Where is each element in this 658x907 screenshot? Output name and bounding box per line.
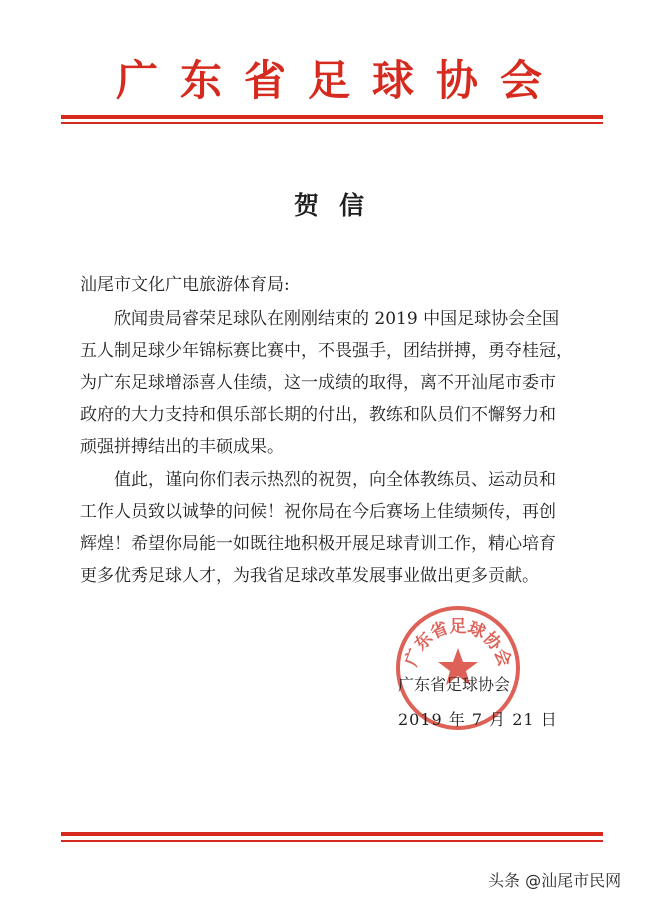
signature-org: 广东省足球协会 [398, 675, 511, 694]
letterhead-rule-thin [61, 122, 603, 124]
body-line: 为广东足球增添喜人佳绩，这一成绩的取得，离不开汕尾市委市 [80, 373, 556, 393]
watermark [488, 868, 621, 891]
watermark-prefix: 头条 [488, 871, 521, 890]
letterhead-rule-thick [61, 115, 603, 119]
body-line: 五人制足球少年锦标赛比赛中，不畏强手，团结拼搏，勇夺桂冠， [80, 341, 573, 361]
body-line: 工作人员致以诚挚的问候！祝你局在今后赛场上佳绩频传，再创 [80, 502, 556, 522]
watermark-handle: @汕尾市民网 [525, 871, 622, 890]
letter-body-paragraph-1 [80, 303, 600, 463]
footer-rule-thin [61, 840, 603, 842]
svg-text:广东省足球协会: 广东省足球协会 [401, 617, 515, 670]
body-line: 顽强拼搏结出的丰硕成果。 [80, 437, 284, 457]
footer-rule-thick [61, 832, 603, 836]
body-line: 辉煌！希望你局能一如既往地积极开展足球青训工作，精心培育 [80, 534, 556, 554]
letter-title: 贺信 [293, 191, 384, 220]
body-line: 欣闻贵局睿荣足球队在刚刚结束的 2019 中国足球协会全国 [114, 309, 560, 329]
body-line: 更多优秀足球人才，为我省足球改革发展事业做出更多贡献。 [80, 566, 539, 586]
letterhead-title: 广东省足球协会 [115, 56, 564, 105]
letter-body-paragraph-2 [80, 464, 600, 592]
body-line: 值此，谨向你们表示热烈的祝贺，向全体教练员、运动员和 [114, 470, 556, 490]
body-line: 政府的大力支持和俱乐部长期的付出，教练和队员们不懈努力和 [80, 405, 556, 425]
salutation: 汕尾市文化广电旅游体育局: [80, 275, 290, 295]
signature-date: 2019 年 7 月 21 日 [398, 710, 558, 729]
